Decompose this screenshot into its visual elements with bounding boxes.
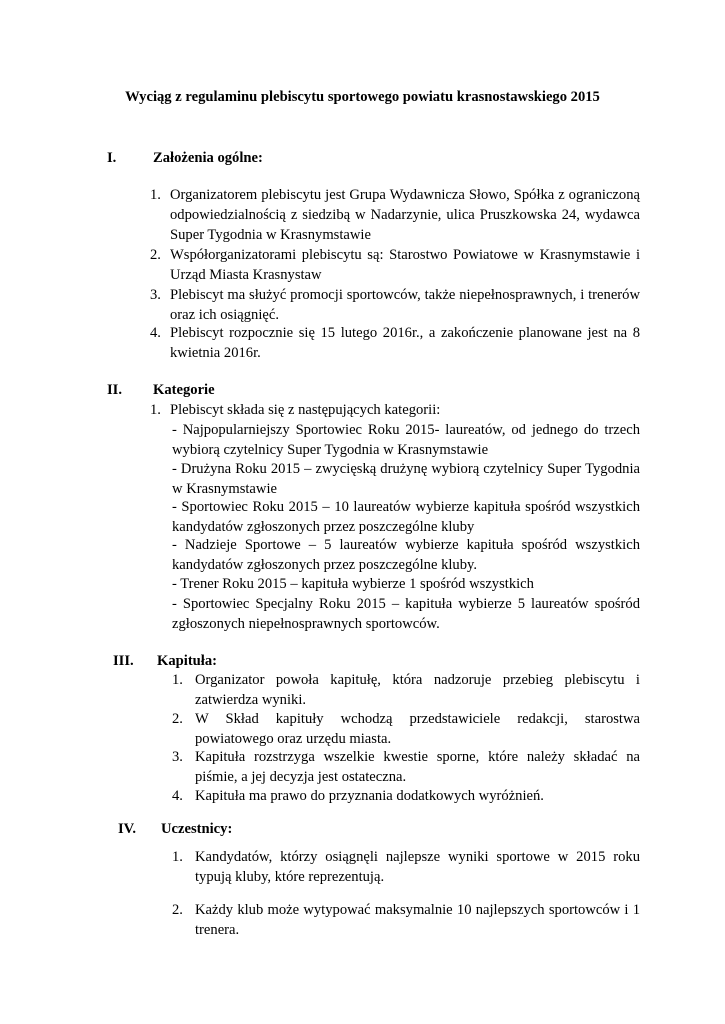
list-item [172, 786, 640, 806]
category-item: - Trener Roku 2015 – kapituła wybierze 1 spośród wszystkich [172, 576, 534, 592]
document-title: Wyciąg z regulaminu plebiscytu sportowego powiatu krasnostawskiego 2015 [125, 89, 600, 105]
item-number: 4. [150, 325, 161, 341]
item-number: 3. [172, 749, 183, 765]
category-item: - Sportowiec Roku 2015 – 10 laureatów wybierze kapituła spośród wszystkich kandydatów zgłoszonych przez poszczególne kluby [172, 499, 640, 535]
list-item [150, 185, 640, 245]
section-heading: Kategorie [153, 382, 215, 398]
item-number: 4. [172, 788, 183, 804]
section-number: I. [107, 150, 117, 166]
item-number: 2. [172, 902, 183, 918]
section-number: II. [107, 382, 123, 398]
item-text: Organizatorem plebiscytu jest Grupa Wydawnicza Słowo, Spółka z ograniczoną odpowiedzialnością z siedzibą w Nadarzynie, ulica Pruszkowska 24, wydawca Super Tygodnia w Krasnymstawie [170, 187, 640, 243]
item-number: 1. [172, 849, 183, 865]
list-item [150, 323, 640, 363]
item-number: 2. [150, 247, 161, 263]
list-item [150, 245, 640, 285]
item-text: Plebiscyt rozpocznie się 15 lutego 2016r., a zakończenie planowane jest na 8 kwietnia 2016r. [170, 325, 640, 361]
item-number: 1. [150, 187, 161, 203]
category-item: - Sportowiec Specjalny Roku 2015 – kapituła wybierze 5 laureatów spośród zgłoszonych niepełnosprawnych sportowców. [172, 596, 640, 632]
category-item: - Nadzieje Sportowe – 5 laureatów wybierze kapituła spośród wszystkich kandydatów zgłoszonych przez poszczególne kluby. [172, 537, 640, 573]
item-number: 1. [150, 402, 161, 418]
item-text: Kapituła ma prawo do przyznania dodatkowych wyróżnień. [195, 788, 544, 804]
item-text: Plebiscyt ma służyć promocji sportowców, także niepełnosprawnych, i trenerów oraz ich osiągnięć. [170, 287, 640, 323]
category-item: - Najpopularniejszy Sportowiec Roku 2015- laureatów, od jednego do trzech wybiorą czytelnicy Super Tygodnia w Krasnymstawie [172, 422, 640, 458]
list-item [150, 400, 640, 420]
item-text: Plebiscyt składa się z następujących kategorii: [170, 402, 441, 418]
section-heading: Założenia ogólne: [153, 150, 263, 166]
section-heading: Kapituła: [157, 653, 218, 669]
section-heading: Uczestnicy: [161, 821, 233, 837]
item-text: W Skład kapituły wchodzą przedstawiciele redakcji, starostwa powiatowego oraz urzędu miasta. [195, 711, 640, 747]
category-item: - Drużyna Roku 2015 – zwycięską drużynę wybiorą czytelnicy Super Tygodnia w Krasnymstawie [172, 461, 640, 497]
list-item [150, 285, 640, 325]
item-number: 3. [150, 287, 161, 303]
list-item [172, 709, 640, 749]
item-text: Organizator powoła kapitułę, która nadzoruje przebieg plebiscytu i zatwierdza wyniki. [195, 672, 640, 708]
section-number: IV. [118, 821, 136, 837]
list-item [172, 900, 640, 940]
item-text: Współorganizatorami plebiscytu są: Starostwo Powiatowe w Krasnymstawie i Urząd Miasta Krasnystaw [170, 247, 640, 283]
item-number: 2. [172, 711, 183, 727]
list-item [172, 670, 640, 710]
item-text: Kapituła rozstrzyga wszelkie kwestie sporne, które należy składać na piśmie, a jej decyzja jest ostateczna. [195, 749, 640, 785]
item-number: 1. [172, 672, 183, 688]
section-number: III. [113, 653, 134, 669]
item-text: Kandydatów, którzy osiągnęli najlepsze wyniki sportowe w 2015 roku typują kluby, które reprezentują. [195, 849, 640, 885]
list-item [172, 747, 640, 787]
list-item [172, 847, 640, 887]
item-text: Każdy klub może wytypować maksymalnie 10 najlepszych sportowców i 1 trenera. [195, 902, 640, 938]
